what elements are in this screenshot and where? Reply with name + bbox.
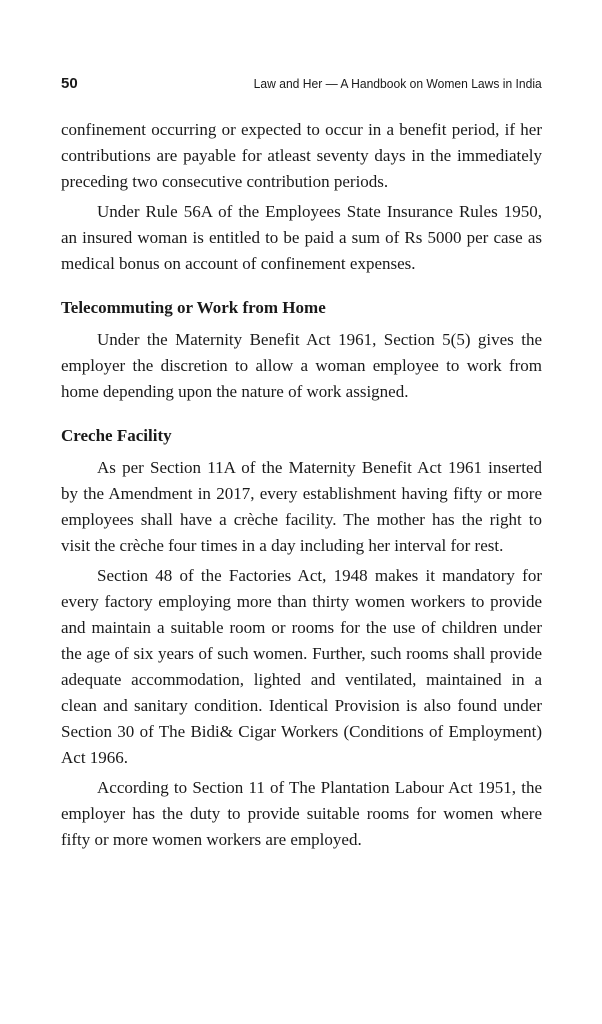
section-heading-telecommuting: Telecommuting or Work from Home <box>61 298 326 317</box>
section-heading-creche: Creche Facility <box>61 426 172 445</box>
running-head: Law and Her — A Handbook on Women Laws in India <box>253 76 542 91</box>
page-header <box>61 74 542 94</box>
paragraph-work-from-home: Under the Maternity Benefit Act 1961, Section 5(5) gives the employer the discretion to allow a woman employee to work from home depending upon the nature of work assigned. <box>61 330 542 401</box>
paragraph-plantation-labour-act: According to Section 11 of The Plantation Labour Act 1951, the employer has the duty to provide suitable rooms for women where fifty or more women workers are employed. <box>61 778 542 849</box>
page-body <box>61 117 542 857</box>
paragraph-factories-act: Section 48 of the Factories Act, 1948 makes it mandatory for every factory employing more than thirty women workers to provide and maintain a suitable room or rooms for the use of children under the age of six years of such women. Further, such rooms shall provide adequate accommodation, lighted and ventilated, maintained in a clean and sanitary condition. Identical Provision is also found under Section 30 of The Bidi& Cigar Workers (Conditions of Employment) Act 1966. <box>61 566 542 767</box>
paragraph-section-11a: As per Section 11A of the Maternity Benefit Act 1961 inserted by the Amendment in 2017, every establishment having fifty or more employees shall have a crèche facility. The mother has the right to visit the crèche four times in a day including her interval for rest. <box>61 458 542 555</box>
page-number: 50 <box>61 75 78 92</box>
paragraph-esi-rule-56a: Under Rule 56A of the Employees State Insurance Rules 1950, an insured woman is entitled to be paid a sum of Rs 5000 per case as medical bonus on account of confinement expenses. <box>61 202 542 273</box>
paragraph-confinement-continuation: confinement occurring or expected to occur in a benefit period, if her contributions are payable for atleast seventy days in the immediately preceding two consecutive contribution periods. <box>61 120 542 191</box>
